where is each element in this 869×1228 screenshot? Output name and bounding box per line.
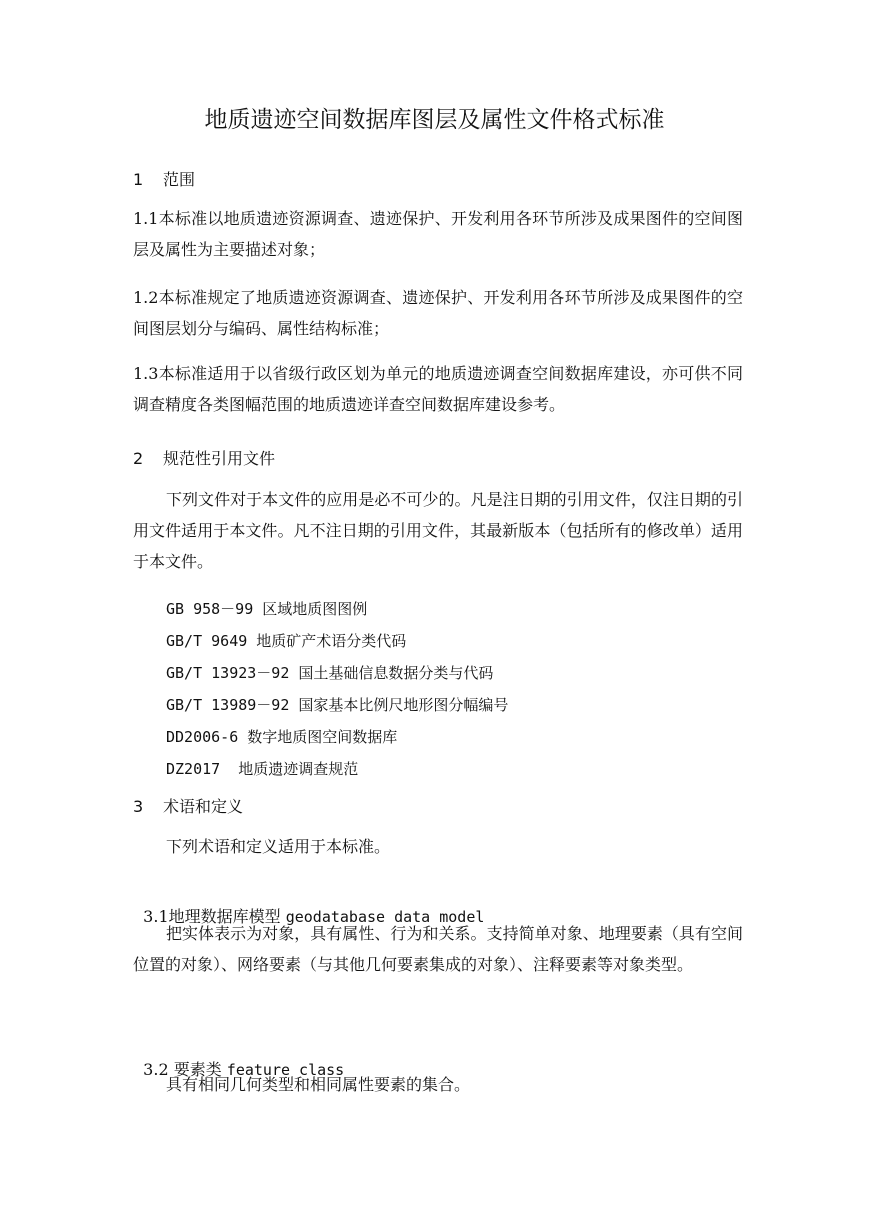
section-2-heading [133, 446, 275, 472]
reference-item: DD2006-6 数字地质图空间数据库 [166, 728, 398, 746]
term-3-1-english: geodatabase data model [285, 908, 485, 926]
section-1-number: 1 [133, 170, 144, 189]
section-2-intro: 下列文件对于本文件的应用是必不可少的。凡是注日期的引用文件，仅注日期的引用文件适用于本文件。凡不注日期的引用文件，其最新版本（包括所有的修改单）适用于本文件。 [133, 490, 743, 571]
clause-1-2: 1.2本标准规定了地质遗迹资源调查、遗迹保护、开发利用各环节所涉及成果图件的空间图层划分与编码、属性结构标准； [133, 288, 743, 338]
term-3-1-definition: 把实体表示为对象，具有属性、行为和关系。支持简单对象、地理要素（具有空间位置的对象）、网络要素（与其他几何要素集成的对象）、注释要素等对象类型。 [133, 924, 743, 974]
section-3-number: 3 [133, 797, 144, 816]
clause-1-3: 1.3本标准适用于以省级行政区划为单元的地质遗迹调查空间数据库建设，亦可供不同调查精度各类图幅范围的地质遗迹详查空间数据库建设参考。 [133, 364, 743, 414]
section-3-intro: 下列术语和定义适用于本标准。 [166, 837, 391, 856]
clause-1-1: 1.1本标准以地质遗迹资源调查、遗迹保护、开发利用各环节所涉及成果图件的空间图层及属性为主要描述对象； [133, 209, 743, 259]
section-1-heading [133, 167, 195, 193]
term-3-1-label: 3.1地理数据库模型 [143, 907, 286, 926]
reference-item: GB 958－99 区域地质图图例 [166, 600, 368, 618]
reference-item: GB/T 9649 地质矿产术语分类代码 [166, 632, 407, 650]
reference-item: GB/T 13989－92 国家基本比例尺地形图分幅编号 [166, 696, 509, 714]
section-2-number: 2 [133, 449, 144, 468]
section-2-title: 规范性引用文件 [163, 449, 276, 468]
reference-item: DZ2017 地质遗迹调查规范 [166, 760, 359, 778]
term-3-2-english: feature class [226, 1061, 345, 1079]
section-1-title: 范围 [163, 170, 196, 189]
document-title: 地质遗迹空间数据库图层及属性文件格式标准 [204, 107, 665, 133]
section-3-title: 术语和定义 [163, 797, 244, 816]
reference-item: GB/T 13923－92 国土基础信息数据分类与代码 [166, 664, 494, 682]
term-3-2-label: 3.2 要素类 [143, 1060, 227, 1079]
section-3-heading [133, 794, 243, 820]
term-3-2-definition: 具有相同几何类型和相同属性要素的集合。 [166, 1075, 471, 1094]
